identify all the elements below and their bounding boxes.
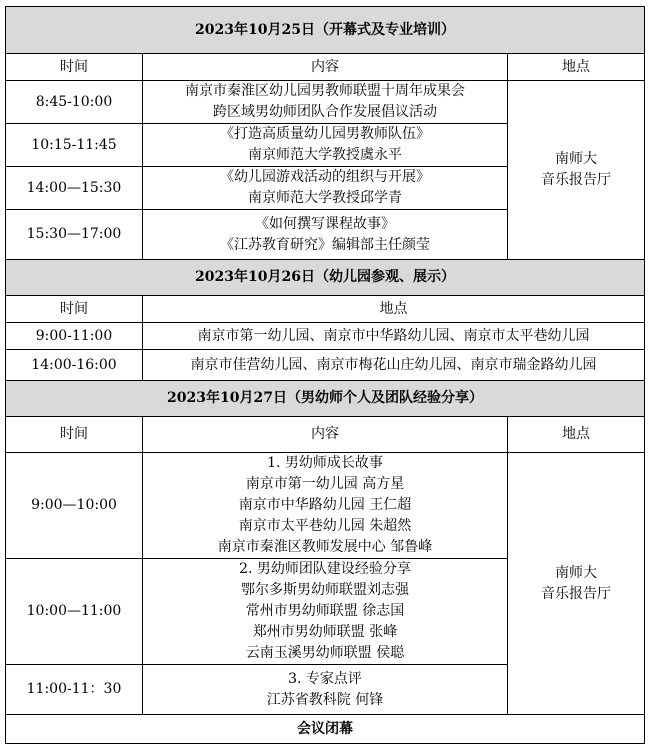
- content-line: 3. 专家点评: [288, 670, 362, 687]
- content-line: 1. 男幼师成长故事: [267, 455, 383, 471]
- content-line: 《江苏教育研究》编辑部主任颜莹: [220, 236, 430, 253]
- day3-row2-content: [143, 559, 508, 665]
- day3-header-time: 时间: [6, 417, 143, 453]
- location-line: 南师大: [555, 151, 598, 167]
- content-line: 《如何撰写课程故事》: [255, 215, 395, 232]
- day3-row2-time: 10:00—11:00: [6, 559, 143, 665]
- schedule-table: [5, 6, 645, 744]
- day1-header-location: 地点: [508, 54, 645, 81]
- location-line: 音乐报告厅: [541, 172, 612, 188]
- day1-header-time: 时间: [6, 54, 143, 81]
- closing-ceremony: 会议闭幕: [6, 715, 645, 744]
- content-line: 南京市太平巷幼儿园 朱超然: [238, 518, 412, 534]
- day2-row1-time: 9:00-11:00: [6, 323, 143, 350]
- day2-title: 2023年10月26日（幼儿园参观、展示）: [6, 260, 645, 296]
- day1-row3-time: 14:00—15:30: [6, 167, 143, 210]
- day3-row3-time: 11:00-11：30: [6, 665, 143, 715]
- content-line: 跨区域男幼师团队合作发展倡议活动: [213, 104, 437, 120]
- content-line: 南京市中华路幼儿园 王仁超: [238, 497, 412, 513]
- day1-location: [508, 81, 645, 260]
- content-line: 《打造高质量幼儿园男教师队伍》: [220, 126, 430, 142]
- day3-row3-content: [143, 665, 508, 715]
- content-line: 南京师范大学教授虞永平: [248, 147, 402, 163]
- day2-header-location: 地点: [143, 296, 645, 323]
- day1-row1-content: [143, 81, 508, 124]
- content-line: 郑州市男幼师联盟 张峰: [252, 624, 398, 640]
- day1-row2-content: [143, 124, 508, 167]
- content-line: 南京市第一幼儿园 高方星: [245, 476, 405, 492]
- day1-header-content: 内容: [143, 54, 508, 81]
- content-line: 南京师范大学教授邱学青: [248, 190, 402, 206]
- content-line: 《幼儿园游戏活动的组织与开展》: [220, 169, 430, 185]
- day2-row2-place: 南京市佳营幼儿园、南京市梅花山庄幼儿园、南京市瑞金路幼儿园: [143, 350, 645, 381]
- day3-row1-content: [143, 453, 508, 559]
- content-line: 南京市秦淮区幼儿园男教师联盟十周年成果会: [185, 83, 465, 99]
- day3-location: [508, 453, 645, 715]
- day3-header-location: 地点: [508, 417, 645, 453]
- day1-row2-time: 10:15-11:45: [6, 124, 143, 167]
- day2-row2-time: 14:00-16:00: [6, 350, 143, 381]
- day2-header-time: 时间: [6, 296, 143, 323]
- day3-row1-time: 9:00—10:00: [6, 453, 143, 559]
- day1-row1-time: 8:45-10:00: [6, 81, 143, 124]
- day1-title: 2023年10月25日（开幕式及专业培训）: [6, 7, 645, 54]
- location-line: 音乐报告厅: [541, 585, 612, 602]
- content-line: 云南玉溪男幼师联盟 侯聪: [245, 645, 405, 661]
- content-line: 常州市男幼师联盟 徐志国: [245, 603, 405, 619]
- day2-row1-place: 南京市第一幼儿园、南京市中华路幼儿园、南京市太平巷幼儿园: [143, 323, 645, 350]
- day1-row4-time: 15:30—17:00: [6, 210, 143, 260]
- day1-row3-content: [143, 167, 508, 210]
- content-line: 南京市秦淮区教师发展中心 邹鲁峰: [217, 539, 433, 555]
- day3-header-content: 内容: [143, 417, 508, 453]
- day3-title: 2023年10月27日（男幼师个人及团队经验分享）: [6, 381, 645, 417]
- content-line: 2. 男幼师团队建设经验分享: [239, 561, 411, 577]
- day1-row4-content: [143, 210, 508, 260]
- content-line: 江苏省教科院 何锋: [266, 691, 384, 708]
- location-line: 南师大: [555, 564, 598, 581]
- content-line: 鄂尔多斯男幼师联盟刘志强: [241, 582, 409, 598]
